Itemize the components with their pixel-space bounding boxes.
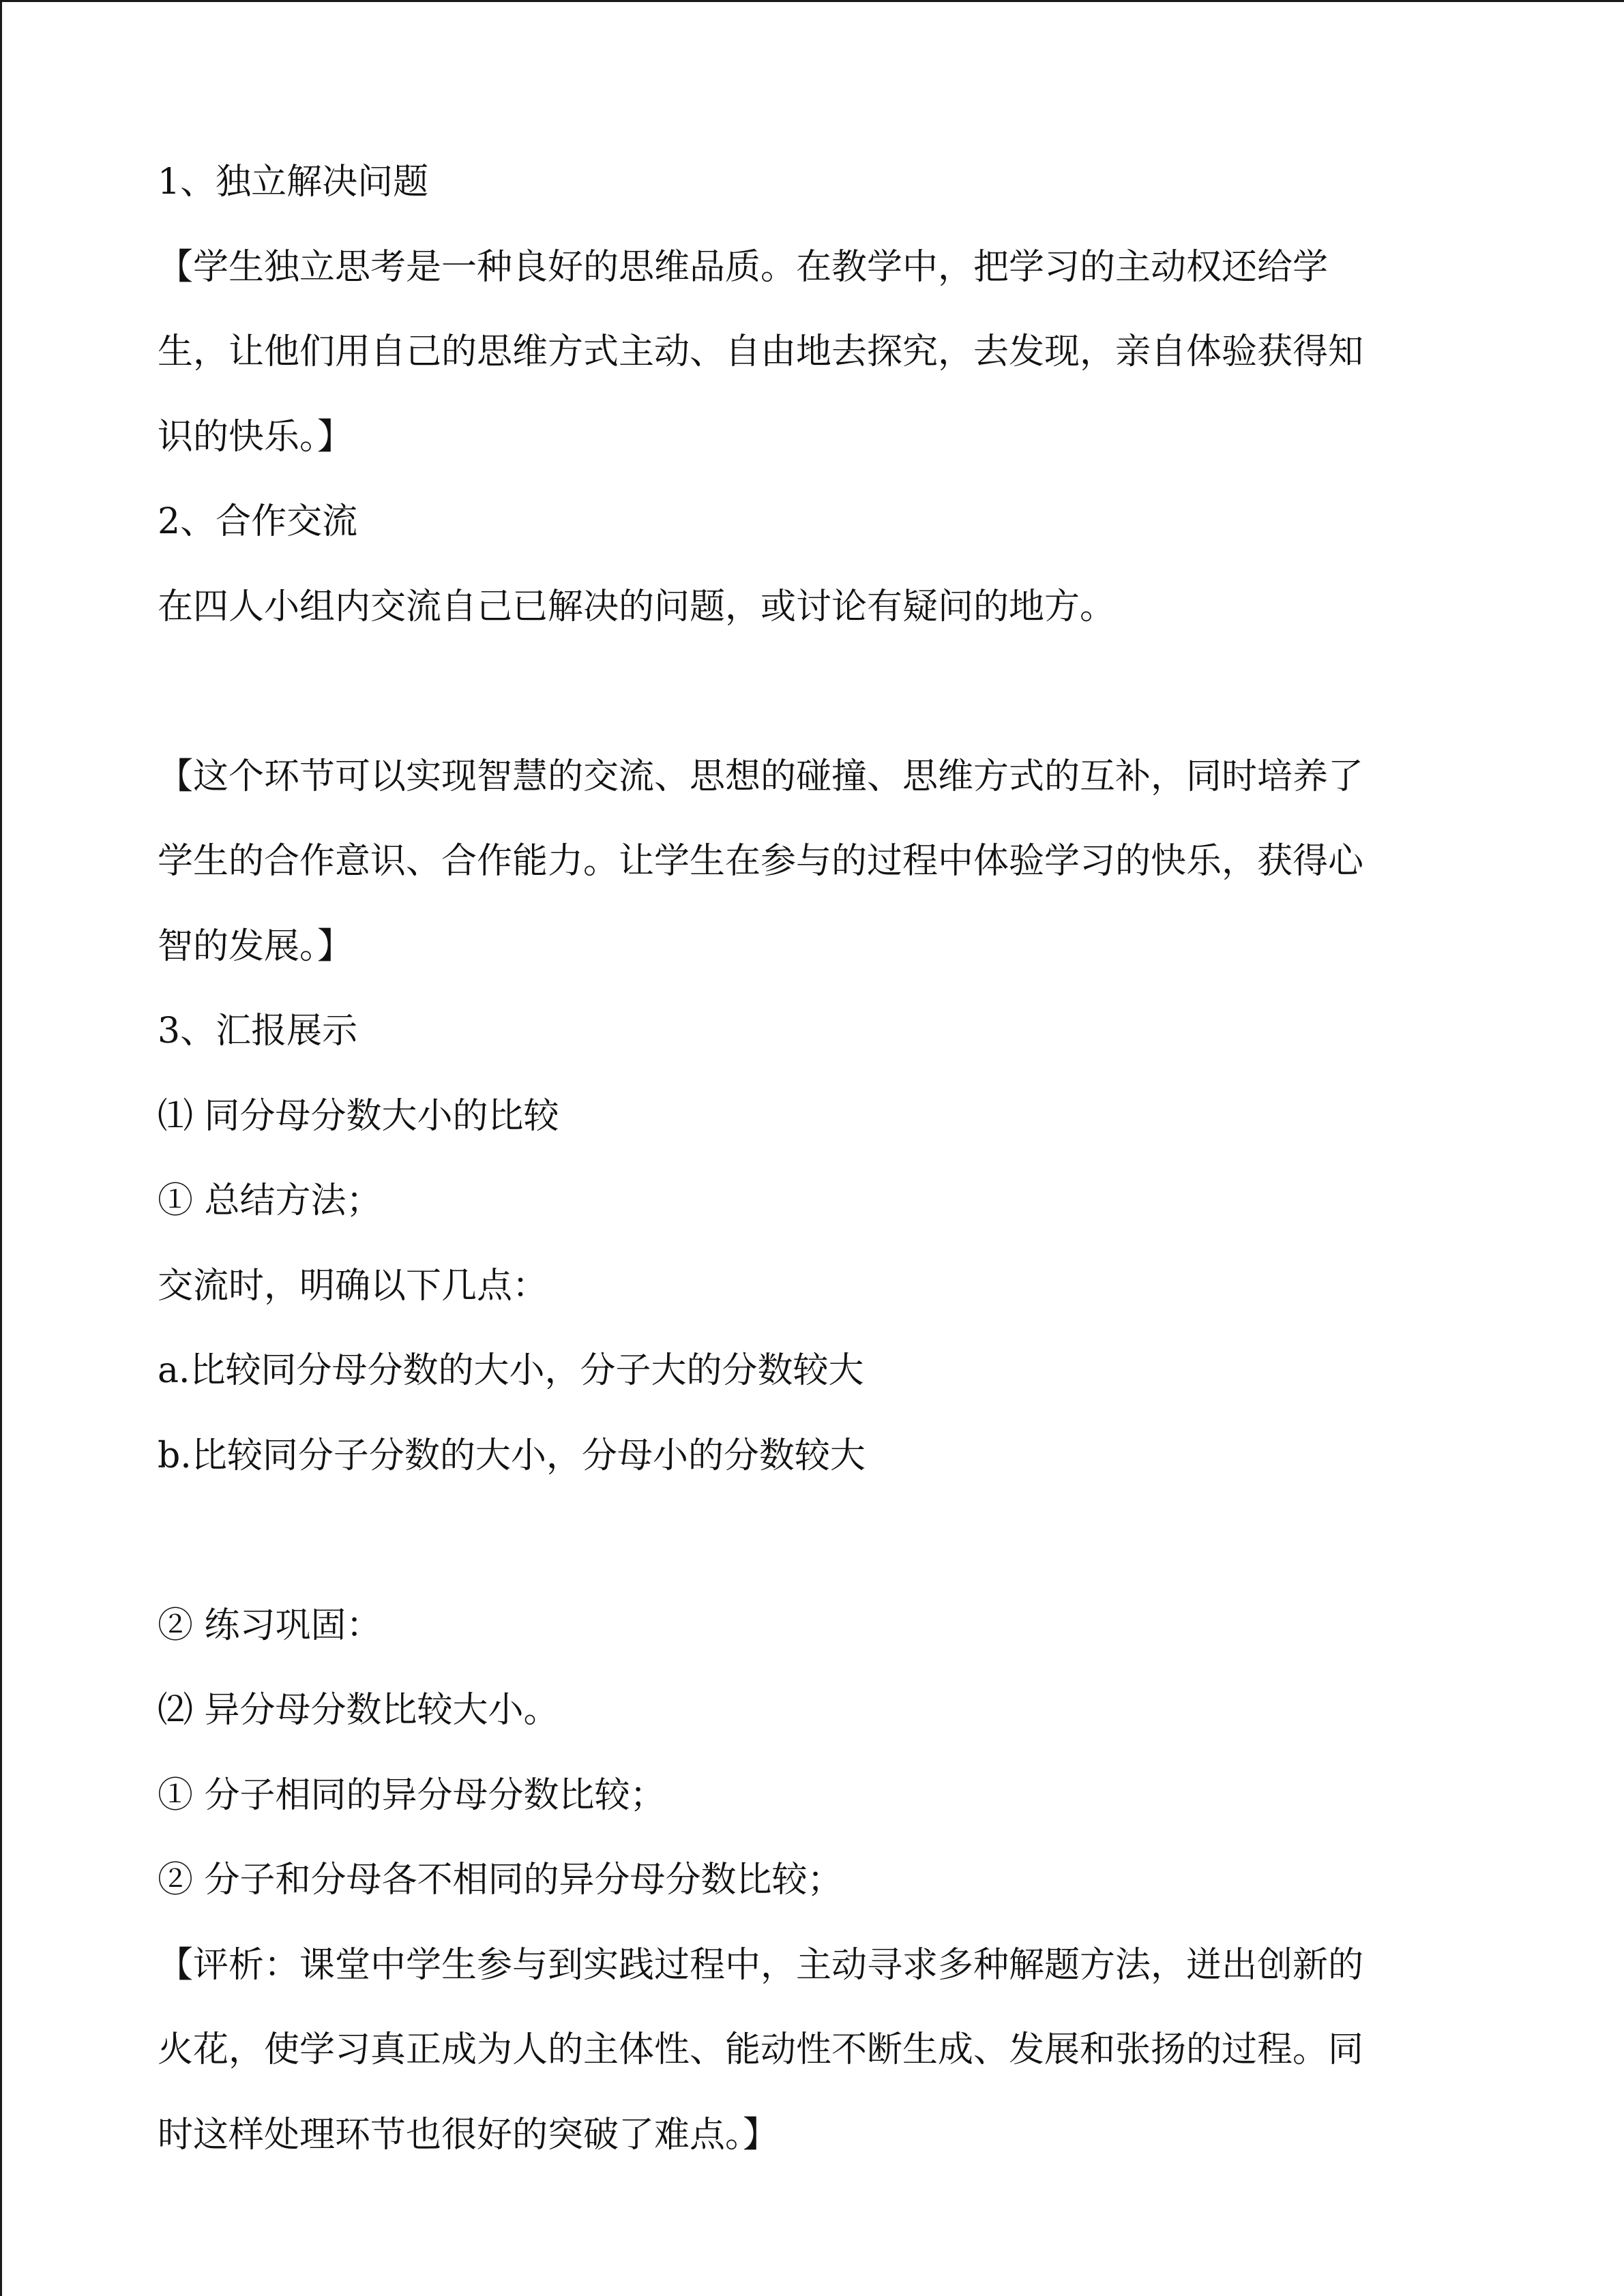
list-item: ② 分子和分母各不相同的异分母分数比较； bbox=[158, 1860, 843, 1900]
heading-cooperative-exchange: 2、合作交流 bbox=[158, 501, 358, 542]
list-item: a.比较同分母分数的大小，分子大的分数较大 bbox=[158, 1350, 864, 1391]
paragraph-line: 时这样处理环节也很好的突破了难点。】 bbox=[158, 2114, 779, 2156]
list-item: ② 练习巩固： bbox=[158, 1605, 382, 1646]
subheading-same-denominator: ⑴ 同分母分数大小的比较 bbox=[158, 1095, 559, 1137]
paragraph-line: 识的快乐。】 bbox=[158, 416, 353, 458]
blank-line bbox=[158, 1498, 1467, 1583]
subheading-different-denominator: ⑵ 异分母分数比较大小。 bbox=[158, 1690, 559, 1731]
paragraph-line: 交流时，明确以下几点： bbox=[158, 1265, 548, 1307]
list-item: ① 总结方法； bbox=[158, 1180, 382, 1221]
paragraph-line: 学生的合作意识、合作能力。让学生在参与的过程中体验学习的快乐，获得心 bbox=[158, 841, 1364, 882]
document-body bbox=[158, 140, 1467, 2177]
paragraph-line: 生，让他们用自己的思维方式主动、自由地去探究，去发现，亲自体验获得知 bbox=[158, 331, 1364, 372]
paragraph-line: 【这个环节可以实现智慧的交流、思想的碰撞、思维方式的互补，同时培养了 bbox=[158, 756, 1364, 797]
paragraph-line: 在四人小组内交流自己已解决的问题，或讨论有疑问的地方。 bbox=[158, 586, 1116, 627]
paragraph-line: 【评析：课堂中学生参与到实践过程中，主动寻求多种解题方法，迸出创新的 bbox=[158, 1944, 1364, 1986]
blank-line bbox=[158, 649, 1467, 734]
paragraph-line: 智的发展。】 bbox=[158, 925, 353, 967]
list-item: b.比较同分子分数的大小，分母小的分数较大 bbox=[158, 1435, 866, 1476]
heading-independent-solving: 1、独立解决问题 bbox=[158, 162, 429, 203]
list-item: ① 分子相同的异分母分数比较； bbox=[158, 1774, 666, 1816]
paragraph-line: 火花，使学习真正成为人的主体性、能动性不断生成、发展和张扬的过程。同 bbox=[158, 2029, 1364, 2070]
heading-report-display: 3、汇报展示 bbox=[158, 1011, 358, 1052]
paragraph-line: 【学生独立思考是一种良好的思维品质。在教学中，把学习的主动权还给学 bbox=[158, 246, 1329, 288]
